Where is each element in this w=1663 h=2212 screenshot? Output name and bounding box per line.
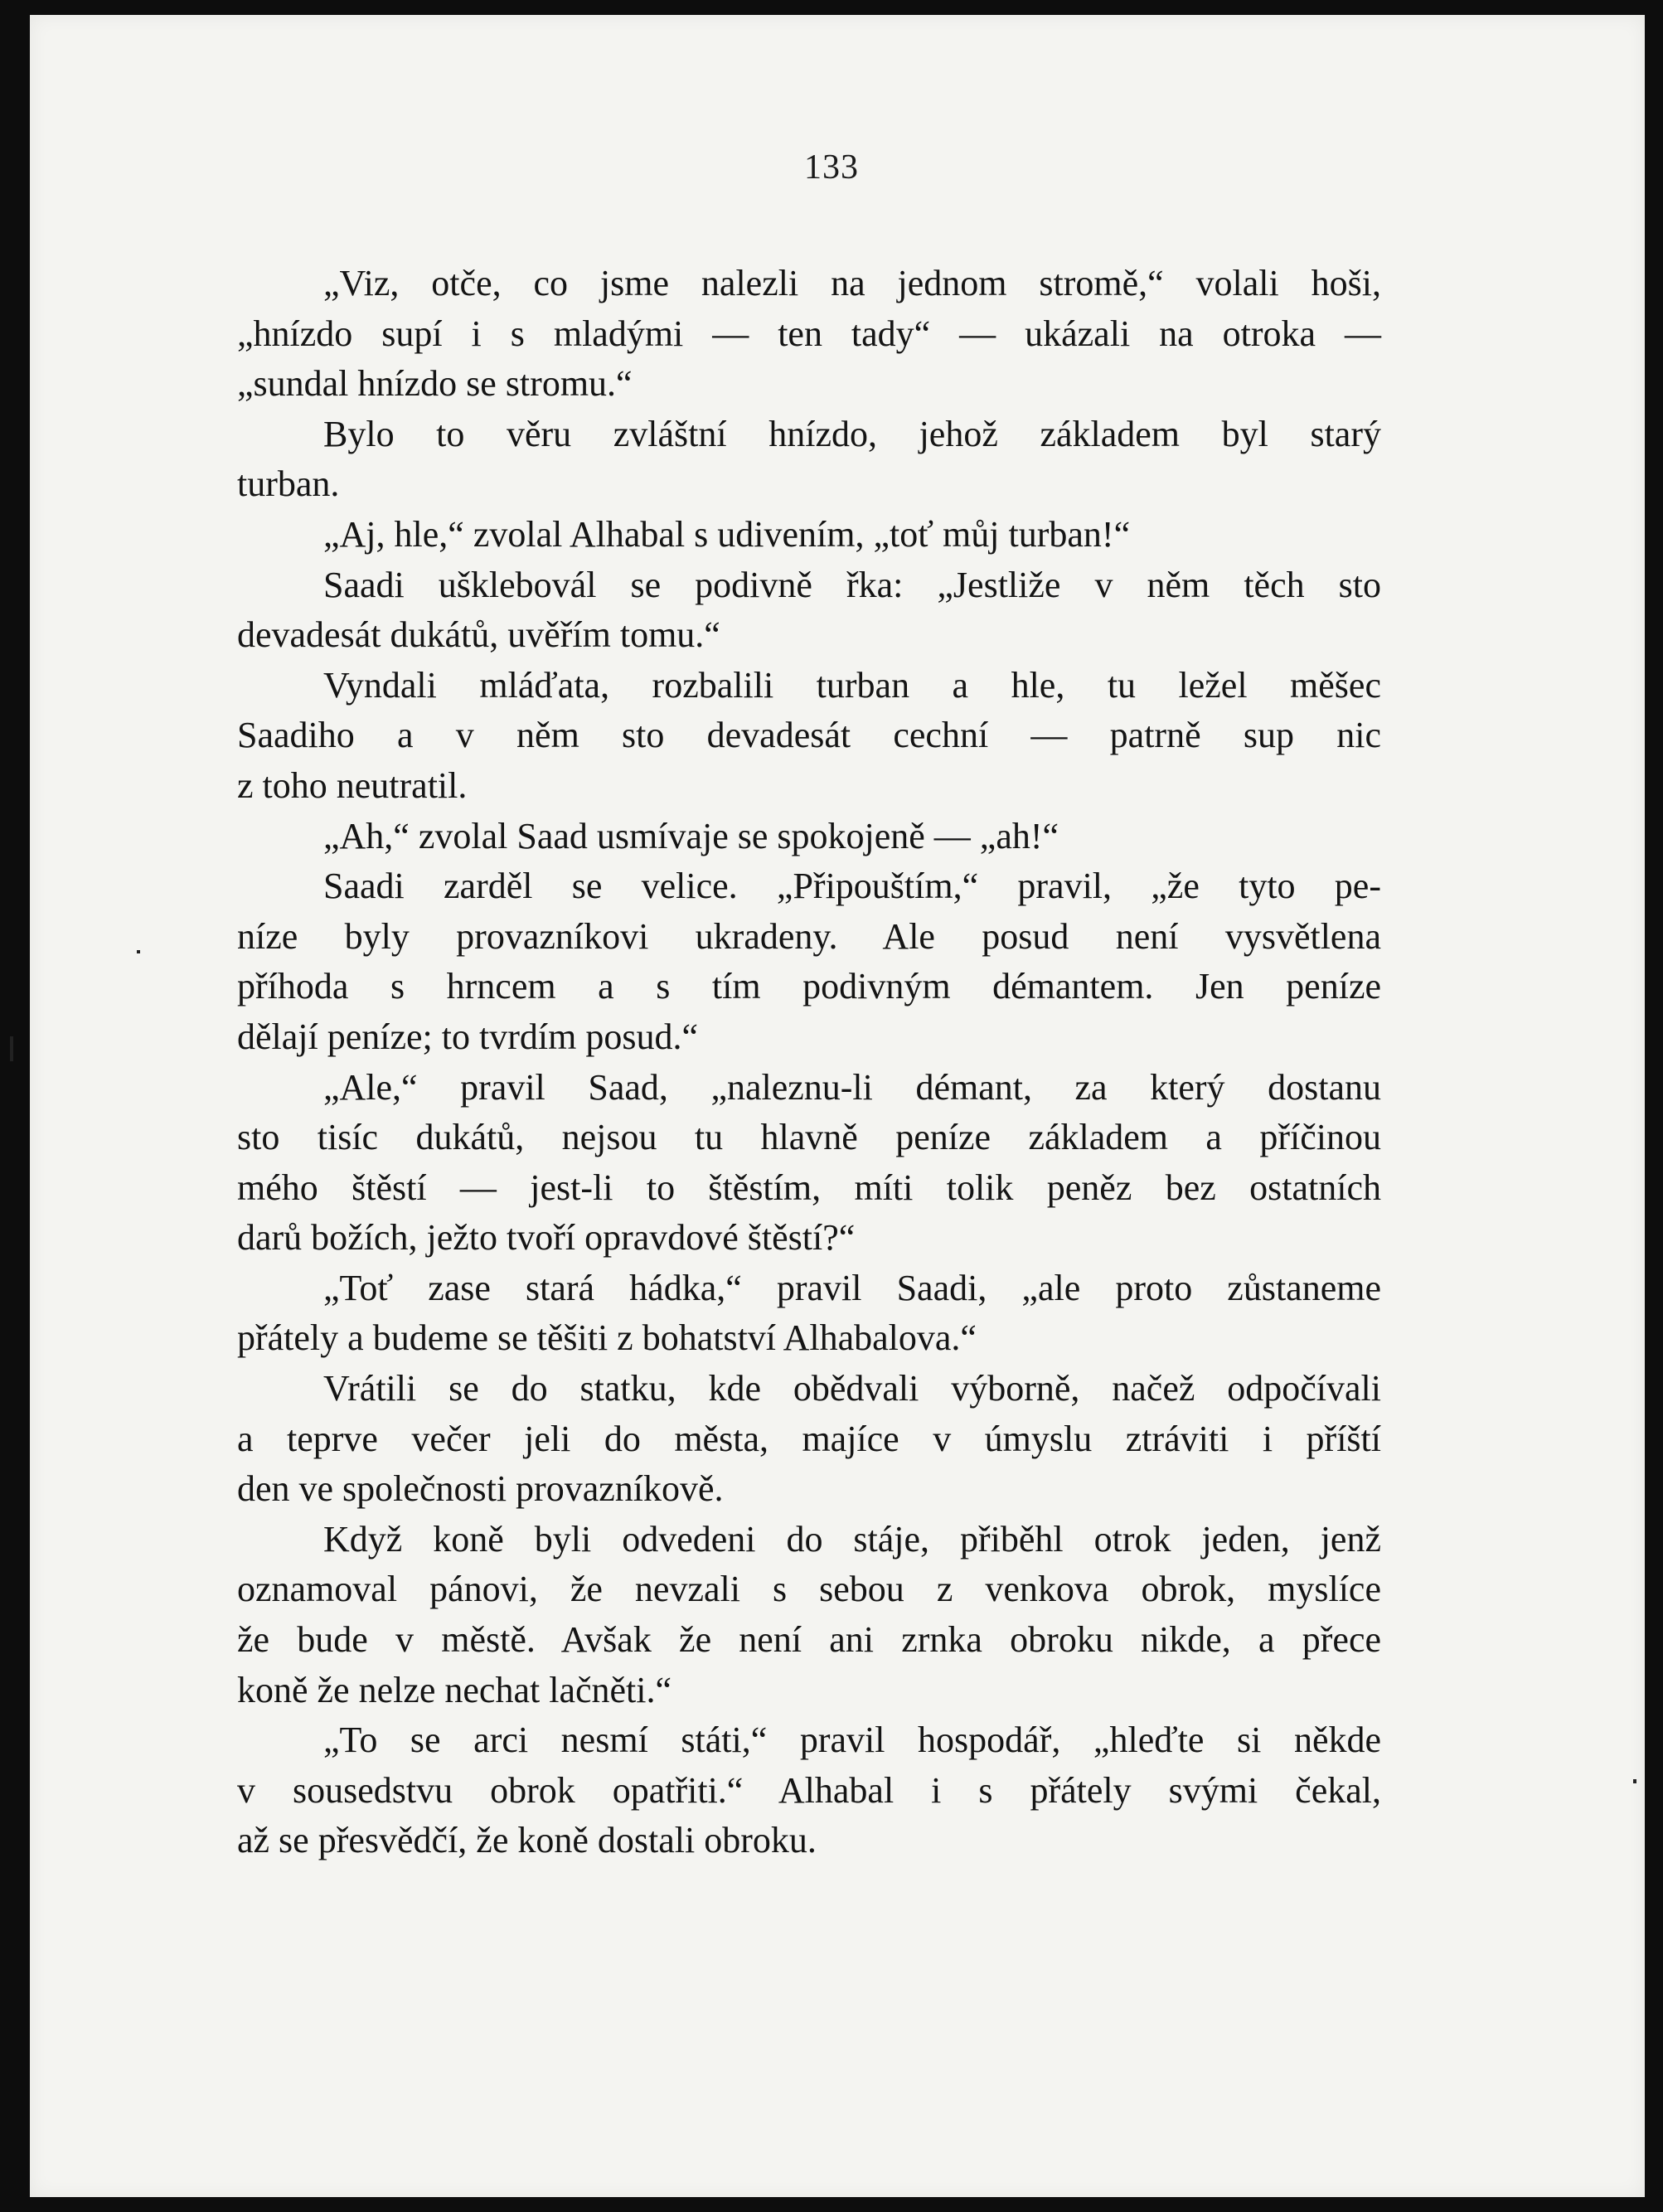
text-line: „sundal hnízdo se stromu.“ (237, 363, 633, 405)
text-line: Saadi zarděl se velice. „Připouštím,“ pravil, „že tyto pe- (323, 866, 1381, 907)
text-line: Vrátili se do statku, kde obědvali výborně, načež odpočívali (323, 1368, 1381, 1409)
text-line: „Viz, otče, co jsme nalezli na jednom stromě,“ volali hoši, (323, 263, 1381, 303)
text-line: „Aj, hle,“ zvolal Alhabal s udivením, „toť můj turban!“ (323, 513, 1131, 555)
scan-mark-right-dot (1633, 1779, 1636, 1783)
text-line: v sousedstvu obrok opatřiti.“ Alhabal i s přátely svými čekal, (237, 1769, 1381, 1811)
text-line: sto tisíc dukátů, nejsou tu hlavně peníze základem a příčinou (237, 1117, 1381, 1158)
text-line: mého štěstí — jest-li to štěstím, míti tolik peněz bez ostatních (237, 1167, 1381, 1208)
text-line: a teprve večer jeli do města, majíce v úmyslu ztráviti i příští (237, 1418, 1381, 1459)
text-line: „Toť zase stará hádka,“ pravil Saadi, „ale proto zůstaneme (323, 1267, 1381, 1308)
text-line: Saadiho a v něm sto devadesát cechní — patrně sup nic (237, 715, 1381, 756)
text-line: devadesát dukátů, uvěřím tomu.“ (237, 614, 720, 656)
body-text (237, 259, 1381, 1866)
text-line: „hnízdo supí i s mladými — ten tady“ — ukázali na otroka — (237, 313, 1381, 354)
text-line: turban. (237, 463, 340, 505)
scan-mark-left (10, 1036, 13, 1061)
page-number: 133 (804, 148, 859, 187)
text-line: oznamoval pánovi, že nevzali s sebou z venkova obrok, myslíce (237, 1569, 1381, 1610)
text-line: níze byly provazníkovi ukradeny. Ale posud není vysvětlena (237, 915, 1381, 957)
text-line: Vyndali mláďata, rozbalili turban a hle, tu ležel měšec (323, 664, 1381, 706)
text-line: až se přesvědčí, že koně dostali obroku. (237, 1820, 817, 1861)
text-line: „To se arci nesmí státi,“ pravil hospodář, „hleďte si někde (323, 1720, 1381, 1761)
text-line: den ve společnosti provazníkově. (237, 1468, 724, 1510)
text-line: koně že nelze nechat lačněti.“ (237, 1669, 672, 1710)
text-line: Bylo to věru zvláštní hnízdo, jehož základem byl starý (323, 413, 1381, 454)
text-line: Saadi ušklebovál se podivně řka: „Jestliže v něm těch sto (323, 564, 1381, 605)
text-line: že bude v městě. Avšak že není ani zrnka obroku nikde, a přece (237, 1619, 1381, 1661)
text-line: příhoda s hrncem a s tím podivným démantem. Jen peníze (237, 966, 1381, 1007)
text-line: přátely a budeme se těšiti z bohatství Alhabalova.“ (237, 1317, 977, 1359)
text-line: „Ah,“ zvolal Saad usmívaje se spokojeně — „ah!“ (323, 815, 1059, 856)
text-line: z toho neutratil. (237, 764, 468, 806)
scan-mark-left-dot (137, 950, 140, 953)
text-line: darů božích, ježto tvoří opravdové štěstí?“ (237, 1217, 856, 1259)
text-line: dělají peníze; to tvrdím posud.“ (237, 1016, 698, 1057)
text-line: Když koně byli odvedeni do stáje, přiběhl otrok jeden, jenž (323, 1518, 1381, 1560)
text-line: „Ale,“ pravil Saad, „naleznu-li démant, za který dostanu (323, 1066, 1381, 1108)
